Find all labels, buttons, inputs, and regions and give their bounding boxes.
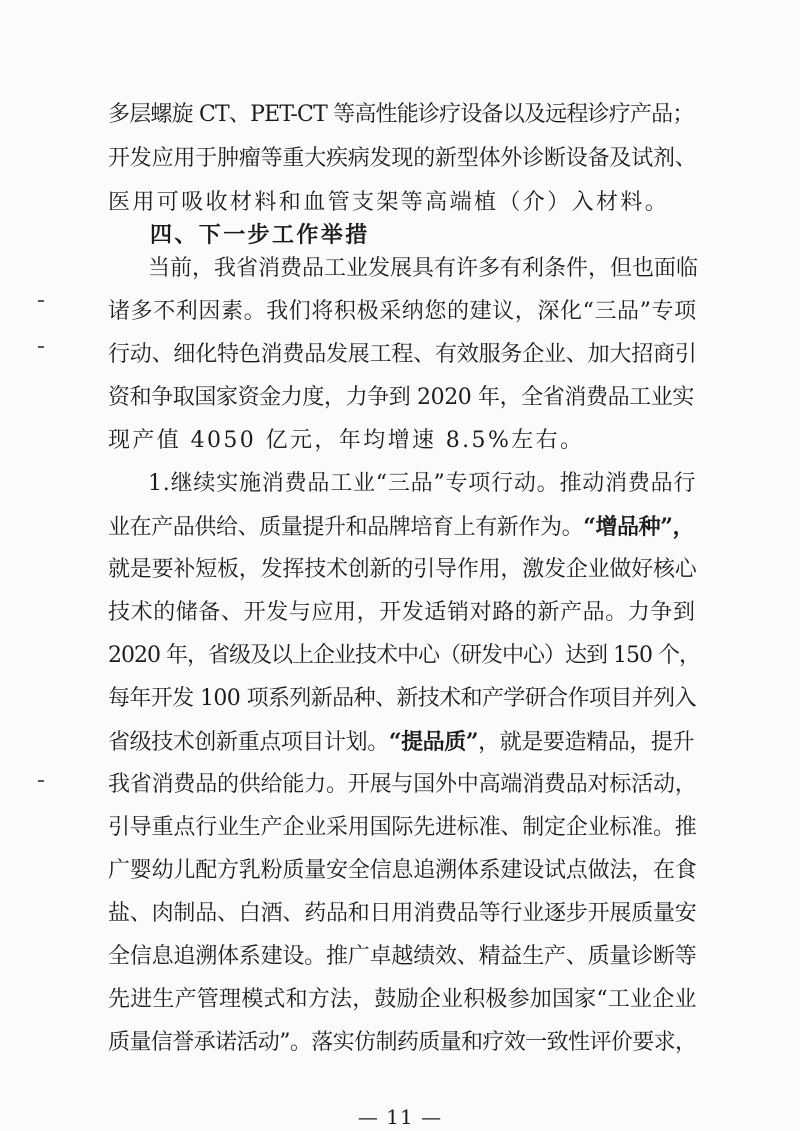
- text-line: 当前，我省消费品工业发展具有许多有利条件，但也面临: [148, 256, 699, 281]
- binding-mark: [38, 346, 44, 348]
- text-line: 全信息追溯体系建设。推广卓越绩效、精益生产、质量诊断等: [108, 944, 697, 969]
- text-run: 业在产品供给、质量提升和品牌培育上有新作为。: [108, 515, 584, 540]
- text-line: 先进生产管理模式和方法，鼓励企业积极参加国家“工业企业: [108, 987, 697, 1012]
- text-run: ，就是要造精品，提升: [478, 730, 695, 755]
- binding-mark: [38, 300, 44, 302]
- text-line: [108, 723, 698, 762]
- section-heading: 四、下一步工作举措: [150, 223, 370, 248]
- text-line: 广婴幼儿配方乳粉质量安全信息追溯体系建设试点做法，在食: [108, 858, 697, 883]
- text-line: 医用可吸收材料和血管支架等高端植（介）入材料。: [108, 190, 670, 215]
- bold-term: “增品种”，: [583, 514, 695, 540]
- page-number: — 11 —: [357, 1105, 443, 1129]
- text-line: 就是要补短板，发挥技术创新的引导作用，激发企业做好核心: [108, 557, 697, 582]
- binding-mark: [38, 780, 44, 782]
- text-line: 诸多不利因素。我们将积极采纳您的建议，深化“三品”专项: [108, 299, 697, 324]
- text-line: [108, 508, 698, 547]
- text-line: 我省消费品的供给能力。开展与国外中高端消费品对标活动，: [108, 772, 697, 797]
- text-line: 行动、细化特色消费品发展工程、有效服务企业、加大招商引: [108, 342, 697, 367]
- text-line: 现产值 4050 亿元，年均增速 8.5%左右。: [108, 428, 585, 453]
- bold-term: “提品质”: [388, 729, 479, 755]
- text-line: 质量信誉承诺活动”。落实仿制药质量和疗效一致性评价要求，: [108, 1030, 697, 1055]
- text-line: 多层螺旋 CT、PET-CT 等高性能诊疗设备以及远程诊疗产品；: [108, 102, 694, 127]
- text-line: 引导重点行业生产企业采用国际先进标准、制定企业标准。推: [108, 815, 697, 840]
- text-line: 2020 年，省级及以上企业技术中心（研发中心）达到 150 个，: [108, 643, 700, 668]
- text-line: 盐、肉制品、白酒、药品和日用消费品等行业逐步开展质量安: [108, 901, 697, 926]
- text-line: 开发应用于肿瘤等重大疾病发现的新型体外诊断设备及试剂、: [108, 146, 697, 171]
- text-run: 省级技术创新重点项目计划。: [108, 730, 389, 755]
- text-line: 每年开发 100 项系列新品种、新技术和产学研合作项目并列入: [108, 686, 696, 711]
- text-line: 资和争取国家资金力度，力争到 2020 年，全省消费品工业实: [108, 385, 694, 410]
- text-line: 1.继续实施消费品工业“三品”专项行动。推动消费品行: [148, 471, 697, 496]
- text-line: 技术的储备、开发与应用，开发适销对路的新产品。力争到: [108, 600, 696, 625]
